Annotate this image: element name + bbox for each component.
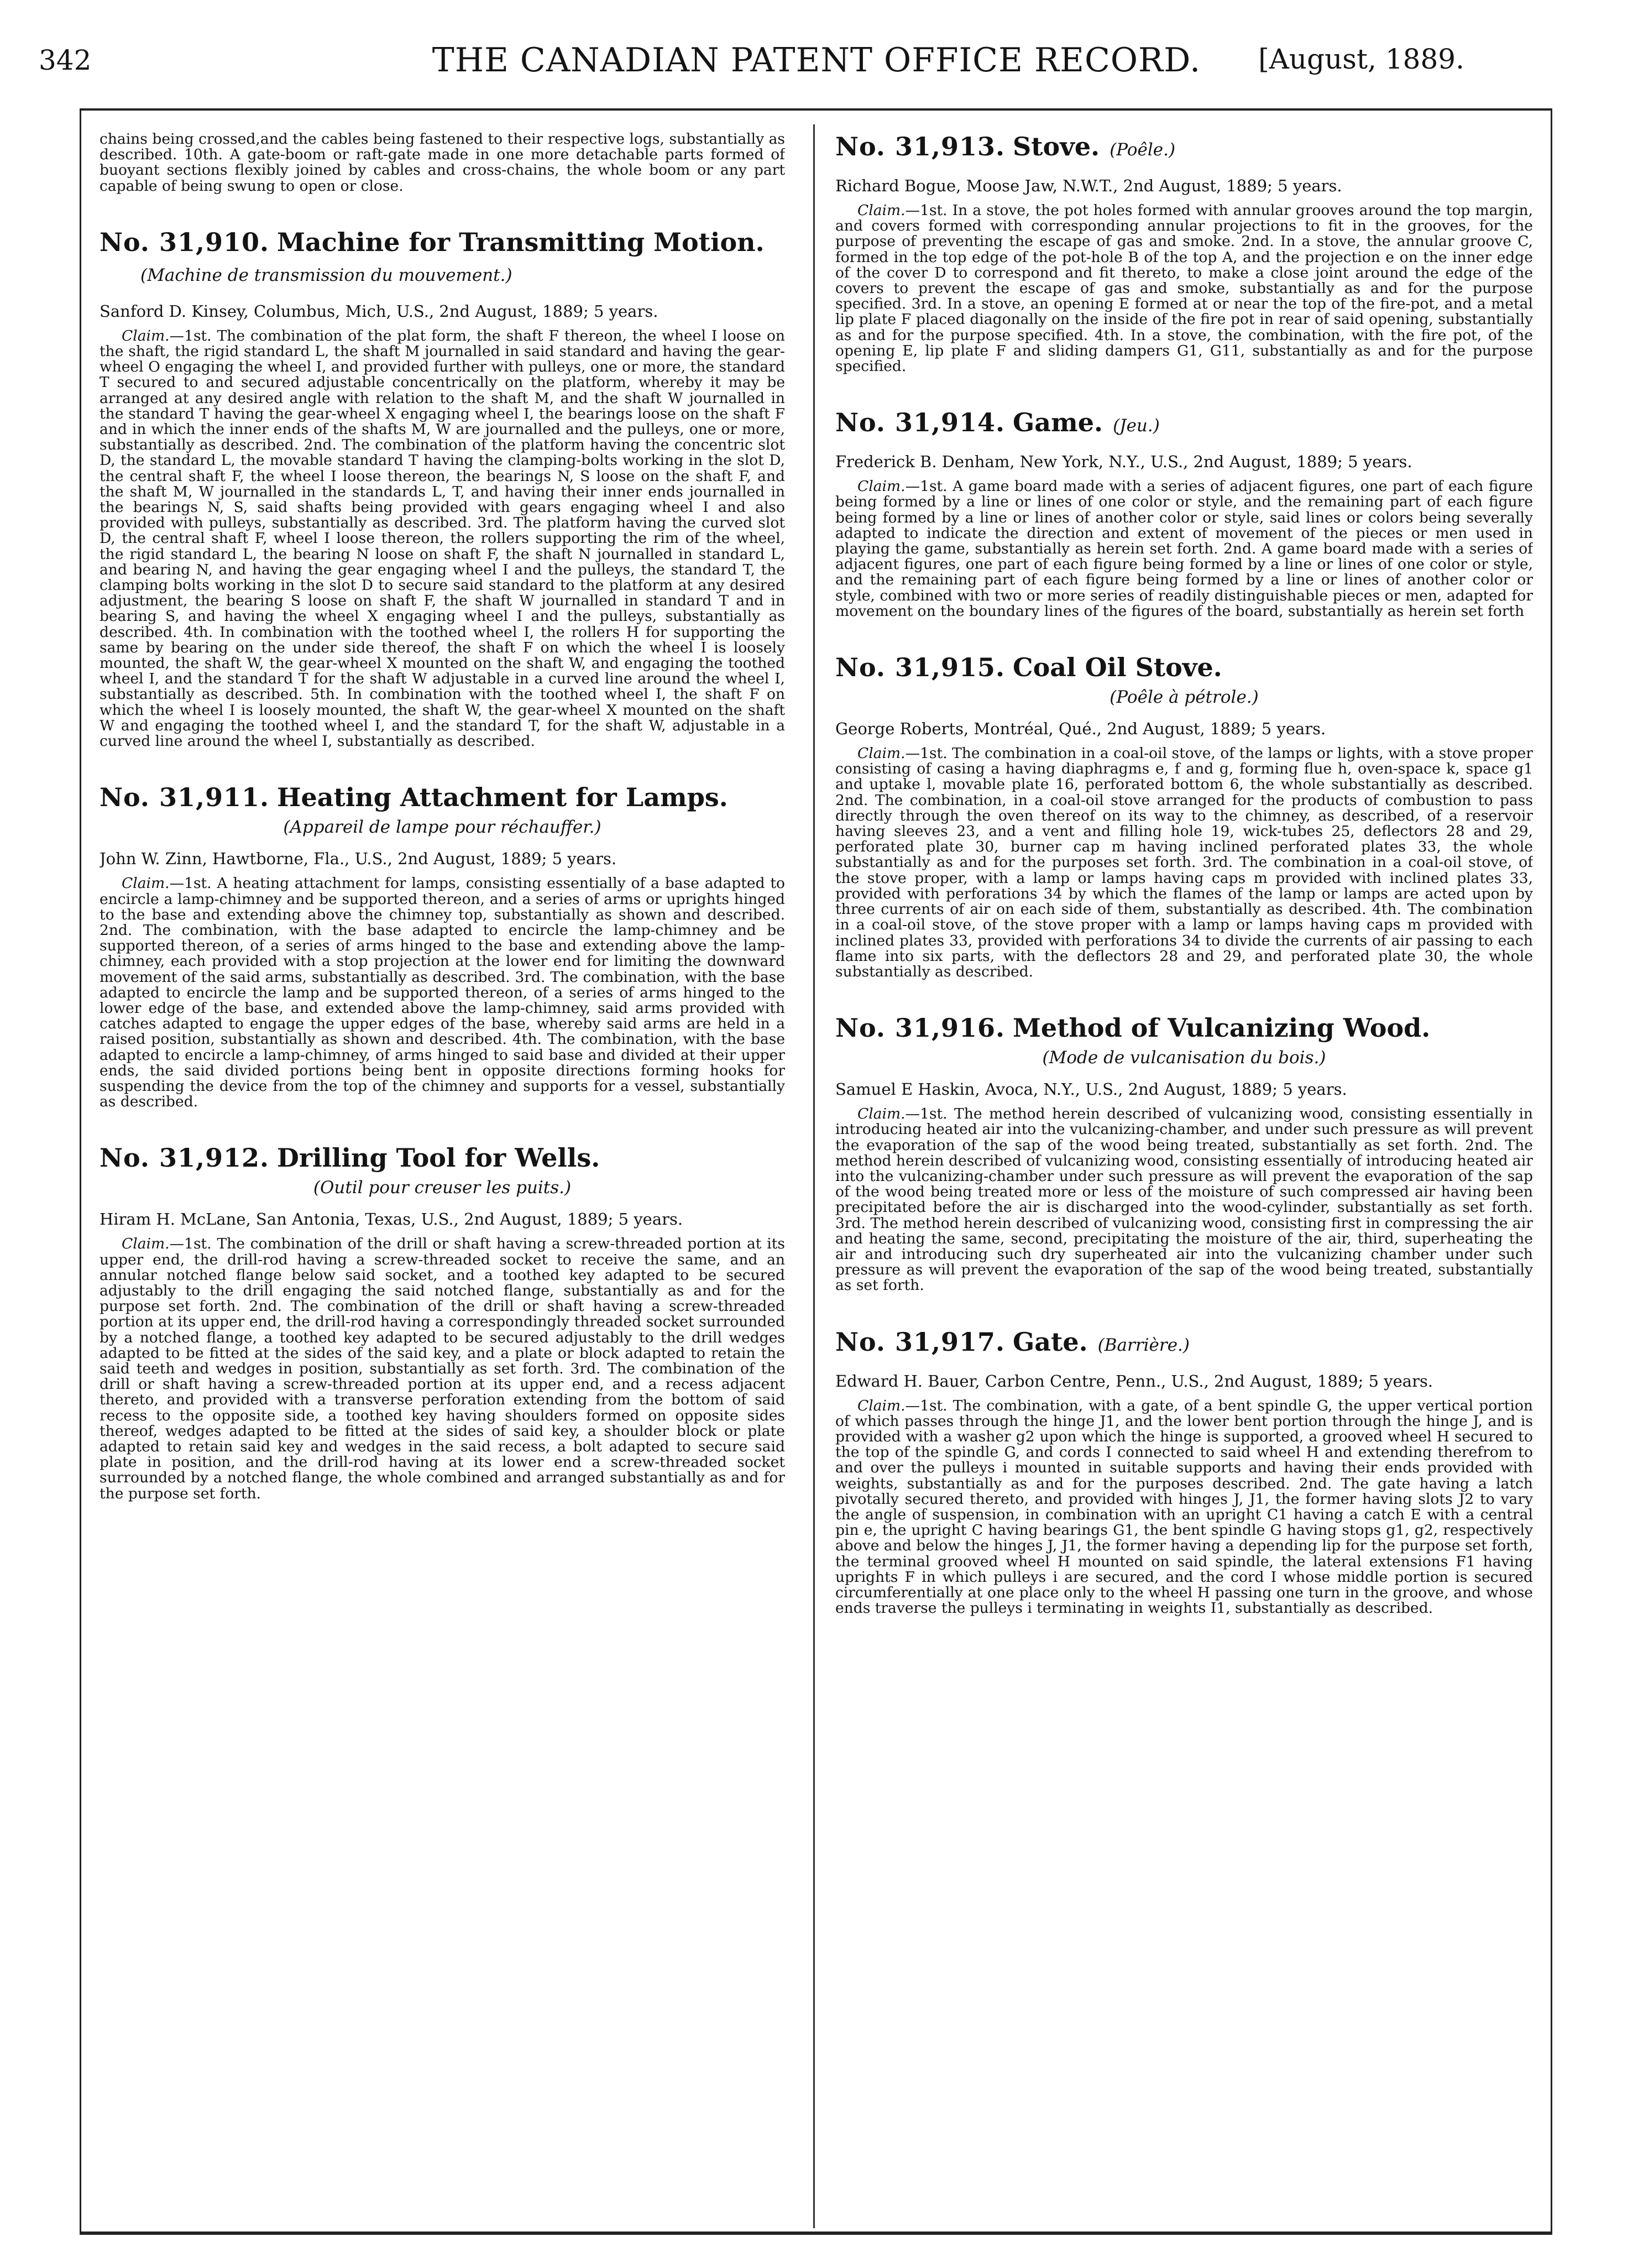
patentee-line: Frederick B. Denham, New York, N.Y., U.S., 2nd August, 1889; 5 years. [835,452,1412,472]
patent-number: No. 31,911. [100,782,270,813]
patentee-line: John W. Zinn, Hawtborne, Fla., U.S., 2nd August, 1889; 5 years. [100,849,617,869]
patentee-line: Sanford D. Kinsey, Columbus, Mich, U.S., 2nd August, 1889; 5 years. [100,301,658,321]
claim-text [100,876,785,1110]
patentee-line: Samuel E Haskin, Avoca, N.Y., U.S., 2nd August, 1889; 5 years. [835,1080,1347,1099]
entry-heading [835,1327,1533,1360]
patent-title: Method of Vulcanizing Wood. [1013,1013,1431,1043]
patentee-line: Hiram H. McLane, San Antonia, Texas, U.S., 2nd August, 1889; 5 years. [100,1210,683,1229]
patent-title: Coal Oil Stove. [1013,652,1222,683]
entry-heading [835,132,1533,165]
claim-text [100,328,785,749]
claim-text [835,479,1533,619]
claim-lead: Claim. [857,1397,906,1414]
claim-text [835,203,1533,374]
patent-number: No. 31,916. [835,1013,1006,1043]
patent-entry-31915 [835,652,1533,980]
claim-body: —1st. A heating attachment for lamps, consisting essentially of a base adapted to encircle a lamp-chimney and be supported thereon, and a series of arms or uprights hinged to the base and extending above the chimney top, substantially as shown and described. 2nd. The combination, with the base adapted to encircle the lamp-chimney and be supported thereon, of a series of arms hinged to the base and extending above the lamp-chimney, each provided with a stop projection at the lower end for limiting the downward movement of the said arms, substantially as described. 3rd. The combination, with the base adapted to encircle the lamp and be supported thereon, of a series of arms hinged to the lower edge of the base, and extended above the lamp-chimney, said arms provided with catches adapted to engage the upper edges of the base, whereby said arms are held in a raised position, substantially as shown and described. 4th. The combination, with the base adapted to encircle a lamp-chimney, of arms hinged to said base and divided at their upper ends, the said divided portions being bent in opposite directions forming hooks for suspending the device from the top of the chimney and supports for a vessel, substantially as described. [100,875,785,1111]
patent-title: Drilling Tool for Wells. [277,1143,600,1173]
french-title: (Appareil de lampe pour réchauffer.) [283,817,601,838]
french-title: (Outil pour creuser les puits.) [313,1178,572,1198]
claim-lead: Claim. [857,202,906,219]
patent-entry-31916 [835,1013,1533,1293]
entry-heading [100,782,785,812]
right-column [835,132,1533,2202]
claim-body: —1st. The combination in a coal-oil stove, of the lamps or lights, with a stove proper consisting of casing a having diaphragms e, f and g, forming flue h, oven-space k, space g1 and uptake l, movable plate 16, perforated bottom 6, the whole substantially as described. 2nd. The combination, in a coal-oil stove arranged for the products of combustion to pass directly through the oven thereof on its way to the chimney, as described, of a reservoir having sleeves 23, and a vent and filling hole 19, wick-tubes 25, deflectors 28 and 29, perforated plate 30, burner cap m having inclined perforated plates 33, the whole substantially as and for the purposes set forth. 3rd. The combination in a coal-oil stove, of the stove proper, with a lamp or lamps having caps m provided with inclined plates 33, provided with perforations 34 by which the flames of the lamp or lamps are acted upon by three currents of air on each side of them, substantially as described. 4th. The combination in a coal-oil stove, of the stove proper with a lamp or lamps having caps m provided with inclined plates 33, provided with perforations 34 to divide the currents of air passing to each flame into six parts, with the deflectors 28 and 29, and perforated plate 30, the whole substantially as described. [835,745,1533,980]
claim-body: —1st. The combination of the drill or shaft having a screw-threaded portion at its upper end, the drill-rod having a screw-threaded socket to receive the same, and an annular notched flange below said socket, and a toothed key adapted to be secured adjustably to the drill engaging the said notched flange, substantially as and for the purpose set forth. 2nd. The combination of the drill or shaft having a screw-threaded portion at its upper end, the drill-rod having a correspondingly threaded socket surrounded by a notched flange, a toothed key adapted to be secured adjustably to the drill wedges adapted to be fitted at the sides of the said key, and a plate or block adapted to retain the said teeth and wedges in position, substantially as set forth. 3rd. The combination of the drill or shaft having a screw-threaded portion at its upper end, and a recess adjacent thereto, and provided with a transverse perforation extending from the bottom of said recess to the opposite side, a toothed key having shoulders formed on opposite sides thereof, wedges adapted to be fitted at the sides of said key, a shoulder block or plate adapted to retain said key and wedges in the said recess, a bolt adapted to secure said plate in position, and the drill-rod having at its lower end a screw-threaded socket surrounded by a notched flange, the whole combined and arranged substantially as and for the purpose set forth. [100,1235,785,1502]
claim-lead: Claim. [857,1105,906,1123]
french-title: (Mode de vulcanisation du bois.) [1042,1048,1326,1068]
patent-number: No. 31,913. [835,132,1006,161]
claim-text [100,1236,785,1501]
claim-body: —1st. In a stove, the pot holes formed with annular grooves around the top margin, and covers formed with corresponding annular projections to fit in the grooves, for the purpose of preventing the escape of gas and smoke. 2nd. In a stove, the annular groove C, formed in the top edge of the pot-hole B of the top A, and the projection e on the inner edge of the cover D to correspond and fit thereto, to make a close joint around the edge of the covers to prevent the escape of gas and smoke, substantially as and for the purpose specified. 3rd. In a stove, an opening E formed at or near the top of the fire-pot, and a metal lip plate F placed diagonally on the inside of the fire pot in rear of said opening, substantially as and for the purpose specified. 4th. In a stove, the combination, with the fire pot, of the opening E, lip plate F and sliding dampers G1, G11, substantially as and for the purpose specified. [835,202,1533,375]
header-date: [August, 1889. [1258,43,1464,75]
patent-entry-31912 [100,1143,785,1501]
claim-lead: Claim. [122,1235,170,1253]
patent-title: Game. [1013,407,1103,438]
patentee-line: Richard Bogue, Moose Jaw, N.W.T., 2nd August, 1889; 5 years. [835,176,1342,195]
french-title: (Jeu.) [1113,416,1160,436]
patent-title: Machine for Transmitting Motion. [277,227,765,257]
patentee-line: Edward H. Bauer, Carbon Centre, Penn., U.S., 2nd August, 1889; 5 years. [835,1371,1433,1391]
entry-heading [100,227,785,290]
french-title: (Machine de transmission du mouvement.) [140,265,512,285]
claim-lead: Claim. [122,875,170,892]
claim-body: —1st. The combination of the plat form, the shaft F thereon, the wheel I loose on the shaft, the rigid standard L, the shaft M journalled in said standard and having the gear-wheel O engaging the wheel I, and provided further with pulleys, one or more, the standard T secured to and secured adjustable concentrically on the platform, whereby it may be arranged at any desired angle with relation to the shaft M, and the shaft W journalled in the standard T having the gear-wheel X engaging wheel I, the bearings loose on the shaft F and in which the inner ends of the shafts M, W are journalled and the pulleys, one or more, substantially as described. 2nd. The combination of the platform having the concentric slot D, the standard L, the movable standard T having the clamping-bolts working in the slot D, the central shaft F, the wheel I loose thereon, the bearings N, S loose on the shaft F, and the shaft M, W journalled in the standards L, T, and having their inner ends journalled in the bearings N, S, said shafts being provided with gears engaging wheel I and also provided with pulleys, substantially as described. 3rd. The platform having the curved slot D, the central shaft F, wheel I loose thereon, the rollers supporting the rim of the wheel, the rigid standard L, the bearing N loose on shaft F, the shaft N journalled in standard L, and bearing N, and having the gear engaging wheel I and the pulleys, the standard T, the clamping bolts working in the slot D to secure said standard to the platform at any desired adjustment, the bearing S loose on shaft F, the shaft W journalled in standard T and in bearing S, and having the wheel X engaging wheel I and the pulleys, substantially as described. 4th. In combination with the toothed wheel I, the rollers H for supporting the same by bearing on the under side thereof, the shaft F on which the wheel I is loosely mounted, the shaft W, the gear-wheel X mounted on the shaft W, and engaging the toothed wheel I, and the standard T for the shaft W adjustable in a curved line around the wheel I, substantially as described. 5th. In combination with the toothed wheel I, the shaft F on which the wheel I is loosely mounted, the shaft W, the gear-wheel X mounted on the shaft W and engaging the toothed wheel I, and the standard T, for the shaft W, adjustable in a curved line around the wheel I, substantially as described. [100,327,785,750]
patent-number: No. 31,915. [835,652,1006,683]
french-title: (Poêle à pétrole.) [1109,687,1259,708]
patent-title: Heating Attachment for Lamps. [277,782,728,813]
running-title: THE CANADIAN PATENT OFFICE RECORD. [432,41,1201,80]
french-title: (Poêle.) [1109,140,1176,160]
column-divider [813,124,815,2228]
patent-number: No. 31,912. [100,1143,270,1173]
entry-heading [100,1143,785,1173]
patent-entry-31911 [100,782,785,1110]
left-column [100,132,785,2202]
entry-heading [835,407,1533,441]
patent-title: Gate. [1013,1326,1088,1357]
frame-bottom-rule [80,2232,1552,2233]
claim-text [835,1398,1533,1617]
french-title: (Barrière.) [1097,1335,1190,1355]
claim-body: —1st. The combination, with a gate, of a bent spindle G, the upper vertical portion of which passes through the hinge J1, and the lower bent portion through the hinge J, and is provided with a washer g2 upon which the hinge is supported, a grooved wheel H secured to the top of the spindle G, and cords I connected to said wheel H and extending therefrom to and over the pulleys i mounted in suitable supports and having their ends provided with weights, substantially as and for the purposes described. 2nd. The gate having a latch pivotally secured thereto, and provided with hinges J, J1, the former having slots J2 to vary the angle of suspension, in combination with an upright C1 having a catch E with a central pin e, the upright C having bearings G1, the bent spindle G having stops g1, g2, respectively above and below the hinges J, J1, the former having a depending lip for the purpose set forth, the terminal grooved wheel H mounted on said spindle, the lateral extensions F1 having uprights F in which pulleys i are secured, and the cord I whose middle portion is secured circumferentially at one place only to the wheel H passing one turn in the groove, and whose ends traverse the pulleys i terminating in weights I1, substantially as described. [835,1397,1533,1617]
patent-number: No. 31,914. [835,407,1006,438]
patentee-line: George Roberts, Montréal, Qué., 2nd August, 1889; 5 years. [835,719,1326,739]
patent-entry-31910 [100,227,785,749]
patent-number: No. 31,917. [835,1326,1006,1357]
claim-text [835,1106,1533,1293]
claim-lead: Claim. [857,745,906,762]
page-header [0,0,1633,111]
entry-heading [835,1013,1533,1043]
claim-lead: Claim. [857,478,906,495]
patent-entry-31914 [835,407,1533,619]
claim-text [835,746,1533,980]
claim-lead: Claim. [122,327,170,344]
claim-body: —1st. The method herein described of vulcanizing wood, consisting essentially in introducing heated air into the vulcanizing-chamber, and under such pressure as will prevent the evaporation of the sap of the wood being treated, substantially as set forth. 2nd. The method herein described of vulcanizing wood, consisting essentially of introducing heated air into the vulcanizing-chamber under such pressure as will prevent the evaporation of the sap of the wood being treated more or less of the moisture of such compressed air having been precipitated before the air is discharged into the wood-cylinder, substantially as set forth. 3rd. The method herein described of vulcanizing wood, consisting first in compressing the air and heating the same, second, precipitating the moisture of the air, third, superheating the air and introducing such dry superheated air into the vulcanizing chamber under such pressure as will prevent the evaporation of the sap of the wood being treated, substantially as set forth. [835,1105,1533,1294]
patent-number: No. 31,910. [100,227,270,257]
page-number: 342 [39,44,92,76]
patent-title: Stove. [1013,132,1100,161]
claim-body: —1st. A game board made with a series of adjacent figures, one part of each figure being formed by a line or lines of one color or style, and the remaining part of each figure being formed by a line or lines of another color or style, said lines or colors being severally adapted to indicate the direction and extent of movement of the pieces or men used in playing the game, substantially as herein set forth. 2nd. A game board made with a series of adjacent figures, one part of each figure being formed by a line or lines of one color or style, and the remaining part of each figure being formed by a line or lines of another color or style, combined with two or more series of readily distinguishable pieces or men, adapted for movement on the boundary lines of the figures of the board, substantially as herein set forth [835,478,1533,620]
patent-entry-31913 [835,132,1533,374]
entry-heading [835,652,1533,682]
patent-entry-31917 [835,1327,1533,1617]
continuation-text: chains being crossed,and the cables being fastened to their respective logs, substantially as described. 10th. A gate-boom or raft-gate made in one more detachable parts formed of buoyant sections flexibly joined by cables and cross-chains, the whole boom or any part capable of being swung to open or close. [100,132,785,195]
